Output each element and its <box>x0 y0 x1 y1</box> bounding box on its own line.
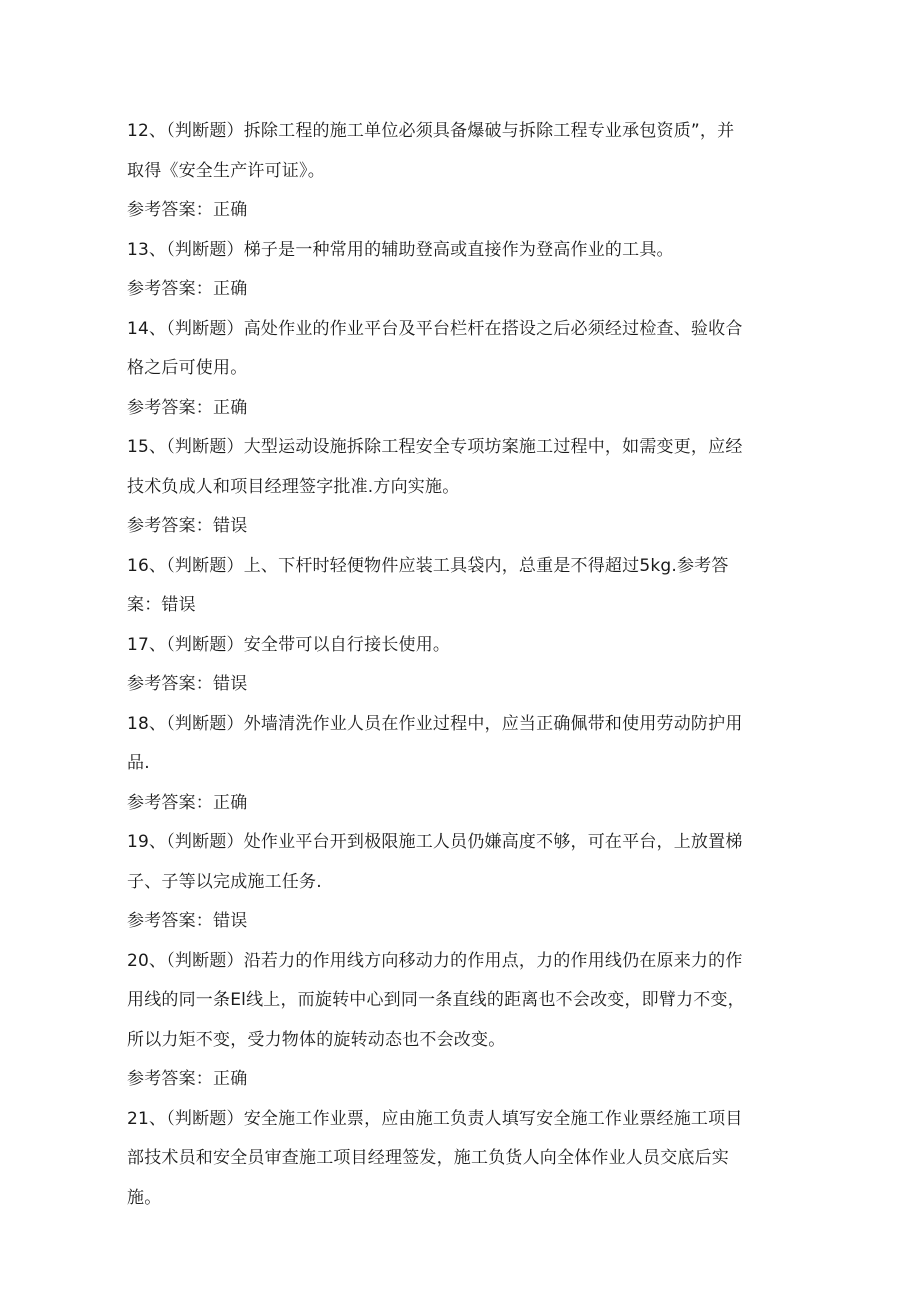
q20-text-line-2: 用线的同一条El线上，而旋转中心到同一条直线的距离也不会改变，即臂力不变， <box>127 990 745 1010</box>
q21-text-line-3: 施。 <box>127 1187 162 1208</box>
q14-answer: 参考答案：正确 <box>127 397 248 418</box>
q12-text-line-1: 12、（判断题）拆除工程的施工单位必须具备爆破与拆除工程专业承包资质”，并 <box>127 121 735 141</box>
q16-text-line-2: 案：错误 <box>127 595 196 615</box>
q19-answer: 参考答案：错误 <box>127 911 248 931</box>
q16-text-line-1: 16、（判断题）上、下杆时轻便物件应装工具袋内，总重是不得超过5kg.参考答 <box>127 555 729 576</box>
q14-text-line-2: 格之后可使用。 <box>127 358 248 378</box>
q13-answer: 参考答案：正确 <box>127 279 248 299</box>
q18-text-line-1: 18、（判断题）外墙清洗作业人员在作业过程中，应当正确佩带和使用劳动防护用 <box>127 713 743 734</box>
q15-text-line-2: 技术负成人和项目经理签字批准.方向实施。 <box>127 476 460 497</box>
q15-text-line-1: 15、（判断题）大型运动设施拆除工程安全专项坊案施工过程中，如需变更，应经 <box>127 437 743 457</box>
q17-text-line-1: 17、（判断题）安全带可以自行接长使用。 <box>127 634 451 655</box>
question-list <box>127 112 797 1218</box>
q12-answer: 参考答案：正确 <box>127 200 248 220</box>
q19-text-line-2: 子、子等以完成施工任务. <box>127 871 322 892</box>
q12-text-line-2: 取得《安全生产许可证》。 <box>127 160 325 181</box>
q21-text-line-1: 21、（判断题）安全施工作业票，应由施工负责人填写安全施工作业票经施工项目 <box>127 1108 743 1129</box>
q15-answer: 参考答案：错误 <box>127 516 248 536</box>
q17-answer: 参考答案：错误 <box>127 674 248 694</box>
q14-text-line-1: 14、（判断题）高处作业的作业平台及平台栏杆在搭设之后必须经过检查、验收合 <box>127 318 743 339</box>
q20-text-line-1: 20、（判断题）沿若力的作用线方向移动力的作用点，力的作用线仍在原来力的作 <box>127 950 743 971</box>
q18-answer: 参考答案：正确 <box>127 792 248 813</box>
q21-text-line-2: 部技术员和安全员审查施工项目经理签发，施工负货人向全体作业人员交底后实 <box>127 1148 729 1168</box>
q19-text-line-1: 19、（判断题）处作业平台开到极限施工人员仍嫌高度不够，可在平台，上放置梯 <box>127 832 743 852</box>
q18-text-line-2: 品. <box>127 753 150 773</box>
q13-text-line-1: 13、（判断题）梯子是一种常用的辅助登高或直接作为登高作业的工具。 <box>127 239 674 260</box>
q20-text-line-3: 所以力矩不变，受力物体的旋转动态也不会改变。 <box>127 1029 506 1050</box>
q20-answer: 参考答案：正确 <box>127 1069 248 1089</box>
